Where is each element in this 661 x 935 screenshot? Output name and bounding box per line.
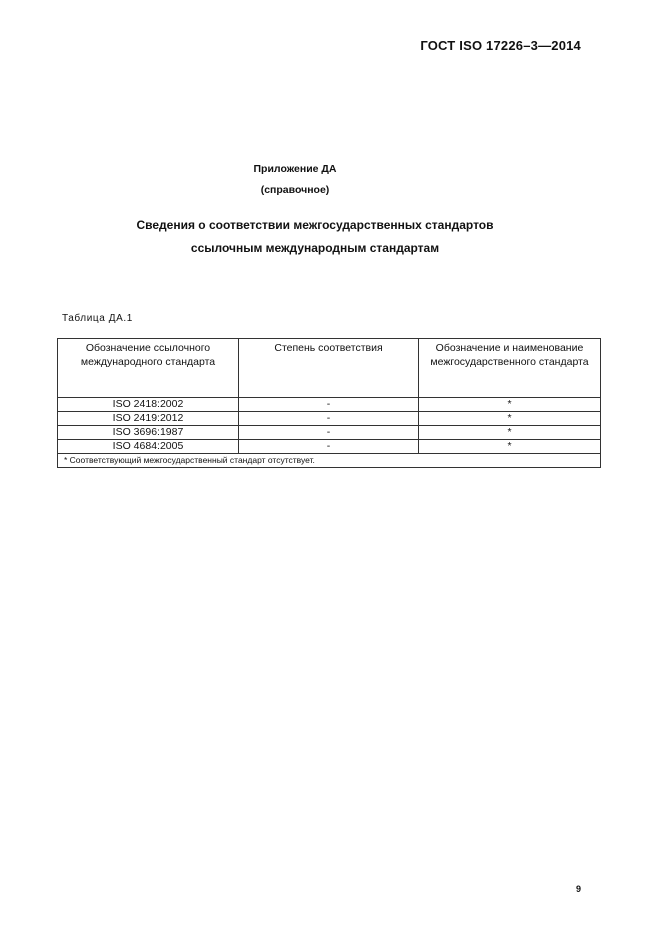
cell-standard: ISO 2418:2002 <box>58 398 239 412</box>
table-header-row <box>58 339 601 398</box>
cell-standard: ISO 3696:1987 <box>58 426 239 440</box>
page-number: 9 <box>576 884 582 894</box>
table-footnote-row <box>58 454 601 468</box>
heading-line-1: Сведения о соответствии межгосударственных стандартов <box>136 218 494 232</box>
heading-line-2: ссылочным международным стандартам <box>190 241 440 255</box>
document-code: ГОСТ ISO 17226–3—2014 <box>420 38 581 53</box>
table-row <box>58 426 601 440</box>
table-footnote: * Соответствующий межгосударственный стандарт отсутствует. <box>58 454 601 468</box>
cell-gost: * <box>419 440 601 454</box>
cell-standard: ISO 4684:2005 <box>58 440 239 454</box>
cell-standard: ISO 2419:2012 <box>58 412 239 426</box>
cell-gost: * <box>419 426 601 440</box>
cell-gost: * <box>419 412 601 426</box>
appendix-title: Приложение ДА <box>253 163 337 175</box>
column-header-standard: Обозначение ссылочного международного стандарта <box>58 339 239 398</box>
cell-degree: - <box>239 426 419 440</box>
cell-degree: - <box>239 412 419 426</box>
correspondence-table <box>57 338 601 468</box>
table-row <box>58 440 601 454</box>
table-caption: Таблица ДА.1 <box>62 313 133 324</box>
table-row <box>58 412 601 426</box>
column-header-gost: Обозначение и наименование межгосударственного стандарта <box>419 339 601 398</box>
cell-gost: * <box>419 398 601 412</box>
table-row <box>58 398 601 412</box>
cell-degree: - <box>239 440 419 454</box>
appendix-heading <box>0 214 630 260</box>
column-header-degree: Степень соответствия <box>239 339 419 398</box>
appendix-type: (справочное) <box>260 184 330 196</box>
cell-degree: - <box>239 398 419 412</box>
